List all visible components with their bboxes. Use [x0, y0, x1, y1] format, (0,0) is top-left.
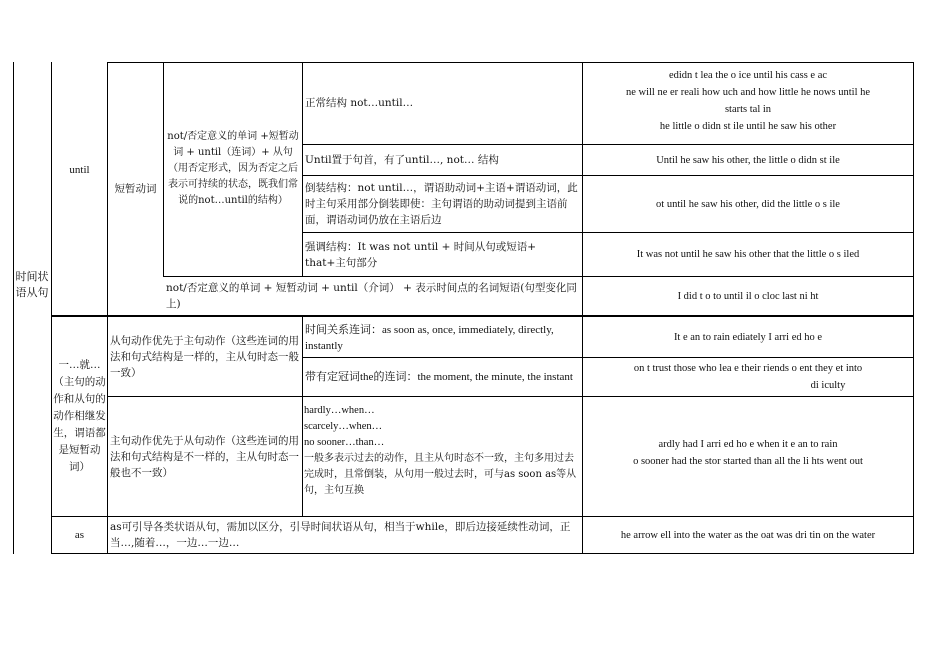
structure-normal-example: [585, 67, 911, 143]
group-2-label-line: no sooner…than…: [304, 437, 385, 448]
pattern-until-prep-example: I did t o to until il o cloc last ni ht: [677, 290, 819, 302]
example-line: di iculty: [810, 380, 846, 391]
group-2-label-line: scarcely…when…: [304, 421, 383, 432]
col-divider-3b: [302, 316, 303, 516]
group-1-item-2-label: 带有定冠词the的连词：the moment, the minute, the instant: [305, 371, 573, 383]
group-1-desc: 从句动作优先于主句动作（这些连词的用法和句式结构是一样的，主从句时态一般一致）: [110, 335, 299, 379]
row-line-until-end: [51, 315, 913, 317]
as-desc: as可引导各类状语从句，需加以区分，引导时间状语从句，相当于while，即后边接延续性动词，正当…,随着…，一边…一边…: [110, 521, 571, 549]
structure-emphasis-example: It was not until he saw his other that the little o s iled: [636, 249, 860, 260]
conj-as-soon-as: 一…就…（主句的动作和从句的动作相继发生，谓语都是短暂动词）: [53, 359, 106, 473]
example-line: edidn t lea the o ice until his cass e ac: [668, 70, 828, 81]
pattern-until-prep: not/否定意义的单词 + 短暂动词 + until（介词） + 表示时间点的名词短语(句型变化同上): [166, 282, 577, 310]
structure-until-first-label: Until置于句首，有了until…, not… 结构: [305, 154, 499, 166]
group-2-label-line: hardly…when…: [304, 405, 375, 416]
pattern-until-conj: not/否定意义的单词 +短暂动词 + until（连词）+ 从句（用否定形式，因为否定之后表示可持续的状态，既我们常说的not…until的结构）: [167, 131, 299, 206]
structure-inversion-label: 倒装结构：not until…，谓语助动词+主语+谓语动词，此时主句采用部分倒装即使：主句谓语的助动词提到主语前面，谓语动词仍放在主语后边: [305, 182, 578, 226]
table-border-right: [913, 62, 914, 554]
col-divider-2: [163, 62, 164, 276]
col-divider-example: [582, 62, 583, 554]
section-label: 时间状语从句: [15, 270, 49, 299]
as-example: he arrow ell into the water as the oat was dri tin on the water: [620, 529, 876, 541]
group-2-label: [304, 403, 581, 515]
group-2-example: [585, 436, 911, 476]
verb-type-until: 短暂动词: [114, 183, 157, 195]
structure-inversion-example: ot until he saw his other, did the little o s ile: [656, 198, 840, 210]
col-divider-3: [302, 62, 303, 276]
example-line: ardly had I arri ed ho e when it e an to rain: [658, 439, 838, 450]
group-2-desc: 主句动作优先于从句动作（这些连词的用法和句式结构是不一样的，主从句时态一般也不一致）: [110, 434, 299, 479]
conj-until: until: [69, 163, 90, 176]
example-line: o sooner had the stor started than all the li hts went out: [633, 456, 863, 467]
table-border-bottom: [51, 553, 913, 554]
example-line: starts tal in: [724, 104, 772, 115]
example-line: ne will ne er reali how uch and how little he nows until he: [625, 87, 871, 98]
example-line: he little o didn st ile until he saw his other: [659, 121, 837, 132]
group-1-item-2-example: [585, 360, 911, 396]
group-1-item-1-label: 时间关系连词：as soon as, once, immediately, directly, instantly: [305, 323, 554, 352]
example-line: on t trust those who lea e their riends o ent they et into: [633, 363, 863, 374]
conj-as: as: [74, 529, 85, 541]
structure-normal-label: 正常结构 not…until…: [305, 97, 414, 109]
group-1-item-1-example: It e an to rain ediately I arri ed ho e: [673, 332, 823, 343]
group-2-label-line: 一般多表示过去的动作，且主从句时态不一致，主句多用过去完成时，且常倒装，从句用一般过去时，可与as soon as等从句，主句互换: [304, 453, 577, 496]
structure-emphasis-label: 强调结构：It was not until + 时间从句或短语+ that+主句部分: [305, 240, 537, 269]
structure-until-first-example: Until he saw his other, the little o didn st ile: [656, 154, 840, 166]
